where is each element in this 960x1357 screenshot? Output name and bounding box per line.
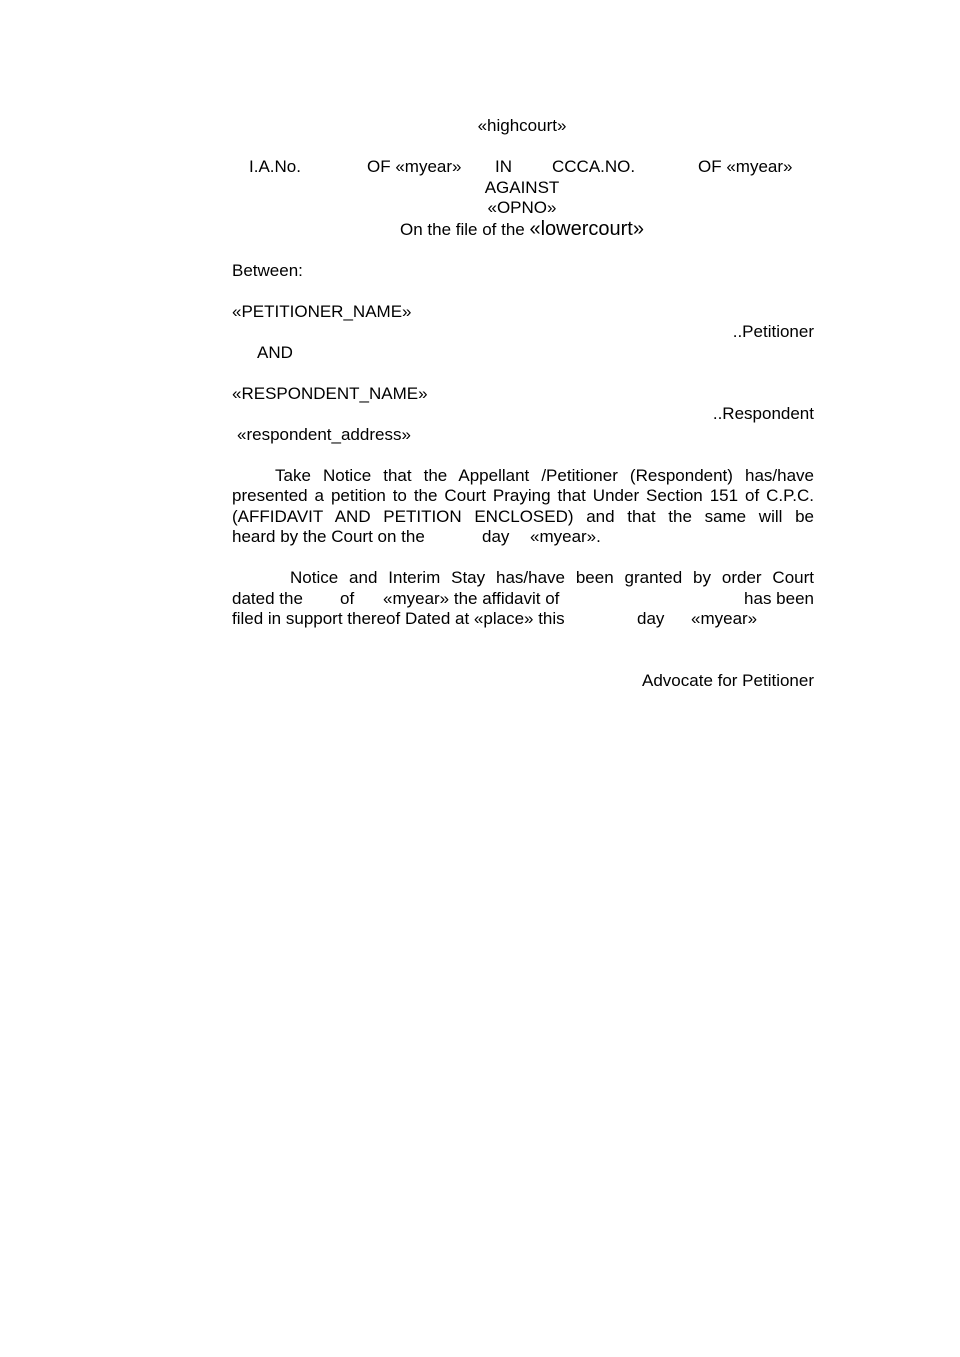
- para2-affidavit-text: «myear» the affidavit of: [383, 588, 560, 608]
- ccca-no-label: CCCA.NO.: [552, 157, 636, 176]
- highcourt-field: «highcourt»: [477, 116, 567, 135]
- opno-field: «OPNO»: [487, 198, 557, 217]
- para2-line1: Notice and Interim Stay has/have been granted by order Court: [290, 568, 814, 587]
- para2-dated-label: dated the: [232, 588, 303, 608]
- para2-has-been-text: has been: [744, 588, 814, 608]
- para2-line2: [232, 589, 814, 610]
- para1-line4-text: heard by the Court on the: [232, 527, 425, 546]
- para1-day-label: day: [482, 527, 510, 546]
- ccca-year-field: OF «myear»: [698, 157, 793, 176]
- para2-of-label: of: [340, 588, 355, 608]
- lowercourt-field: «lowercourt»: [529, 217, 644, 240]
- petitioner-name-field: «PETITIONER_NAME»: [232, 301, 412, 321]
- para2-line3: [232, 609, 814, 630]
- case-number-line: [232, 157, 814, 178]
- and-label: AND: [257, 342, 293, 362]
- para1-line1: Take Notice that the Appellant /Petitioner (Respondent) has/have: [275, 465, 814, 485]
- para1-line3: (AFFIDAVIT AND PETITION ENCLOSED) and that the same will be: [232, 506, 814, 526]
- notice-paragraph-2: [232, 568, 814, 630]
- respondent-address-field: «respondent_address»: [237, 424, 411, 444]
- para2-day-label: day: [637, 609, 665, 628]
- para1-line2: presented a petition to the Court Praying that Under Section 151 of C.P.C.: [232, 486, 814, 505]
- respondent-label: ..Respondent: [712, 404, 814, 423]
- lower-court-line: [230, 219, 814, 241]
- para2-filed-text: filed in support thereof Dated at «place» this: [232, 609, 565, 628]
- notice-paragraph-1: [232, 466, 814, 548]
- on-file-label: On the file of the: [400, 219, 530, 239]
- ia-year-field: OF «myear»: [367, 157, 462, 176]
- respondent-name-field: «RESPONDENT_NAME»: [232, 383, 428, 403]
- between-label: Between:: [232, 260, 303, 280]
- ia-no-label: I.A.No.: [249, 157, 301, 176]
- advocate-signature: Advocate for Petitioner: [642, 670, 814, 690]
- against-label: AGAINST: [484, 177, 560, 197]
- para2-year-field: «myear»: [691, 609, 758, 628]
- para1-year-field: «myear».: [530, 527, 601, 546]
- para1-line4: [232, 527, 814, 548]
- petitioner-label: ..Petitioner: [732, 322, 814, 341]
- in-label: IN: [495, 157, 512, 176]
- notice-body: [232, 116, 814, 691]
